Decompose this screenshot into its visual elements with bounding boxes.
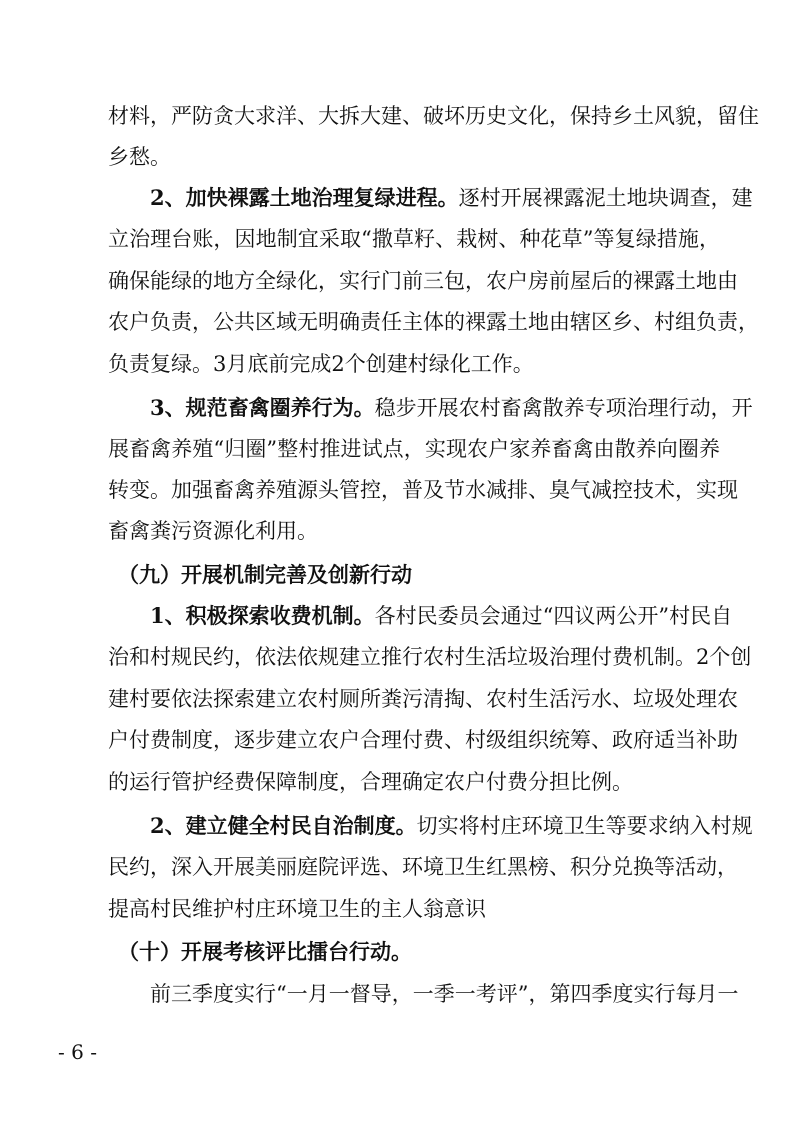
- paragraph-heading: 1、积极探索收费机制。: [150, 603, 375, 628]
- text-line: 材料，严防贪大求洋、大拆大建、破坏历史文化，保持乡土风貌，留住: [108, 104, 759, 128]
- text-line: 畜禽粪污资源化利用。: [108, 519, 318, 543]
- text-span: 稳步开展农村畜禽散养专项治理行动，开: [374, 396, 753, 420]
- text-line: 转变。加强畜禽养殖源头管控，普及节水减排、臭气减控技术，实现: [108, 478, 738, 502]
- text-line: 展畜禽养殖“归圈”整村推进试点，实现农户家养畜禽由散养向圈养: [108, 437, 720, 461]
- paragraph-heading: 3、规范畜禽圈养行为。: [150, 395, 375, 420]
- paragraph-first-line: [150, 393, 753, 423]
- text-span: 逐村开展裸露泥土地块调查，建: [458, 186, 753, 210]
- paragraph-heading: 2、建立健全村民自治制度。: [150, 813, 417, 838]
- text-line: 民约，深入开展美丽庭院评选、环境卫生红黑榜、积分兑换等活动，: [108, 855, 738, 879]
- paragraph-first-line: [150, 601, 733, 631]
- section-heading: （十）开展考核评比擂台行动。: [118, 939, 412, 964]
- paragraph-first-line: [150, 183, 753, 213]
- text-line: 提高村民维护村庄环境卫生的主人翁意识: [108, 897, 486, 921]
- page-number: - 6 -: [58, 1040, 97, 1064]
- text-line: 建村要依法探索建立农村厕所粪污清掏、农村生活污水、垃圾处理农: [108, 687, 738, 711]
- paragraph-heading: 2、加快裸露土地治理复绿进程。: [150, 185, 459, 210]
- text-line: 户付费制度，逐步建立农户合理付费、村级组织统筹、政府适当补助: [108, 728, 738, 752]
- text-span: 切实将村庄环境卫生等要求纳入村规: [416, 814, 753, 838]
- section-heading: （九）开展机制完善及创新行动: [118, 562, 412, 587]
- text-span: 各村民委员会通过“四议两公开”村民自: [374, 604, 733, 628]
- text-line: 立治理台账，因地制宜采取“撒草籽、栽树、种花草”等复绿措施，: [108, 227, 720, 251]
- text-line: 乡愁。: [108, 145, 171, 169]
- text-line: 确保能绿的地方全绿化，实行门前三包，农户房前屋后的裸露土地由: [108, 269, 738, 293]
- text-line: 负责复绿。3月底前完成2个创建村绿化工作。: [108, 352, 534, 376]
- text-line: 治和村规民约，依法依规建立推行农村生活垃圾治理付费机制。2个创: [108, 645, 752, 669]
- paragraph-first-line: [150, 811, 753, 841]
- text-line: 前三季度实行“一月一督导，一季一考评”，第四季度实行每月一: [150, 982, 739, 1006]
- text-line: 的运行管护经费保障制度，合理确定农户付费分担比例。: [108, 770, 633, 794]
- text-line: 农户负责，公共区域无明确责任主体的裸露土地由辖区乡、村组负责，: [108, 310, 759, 334]
